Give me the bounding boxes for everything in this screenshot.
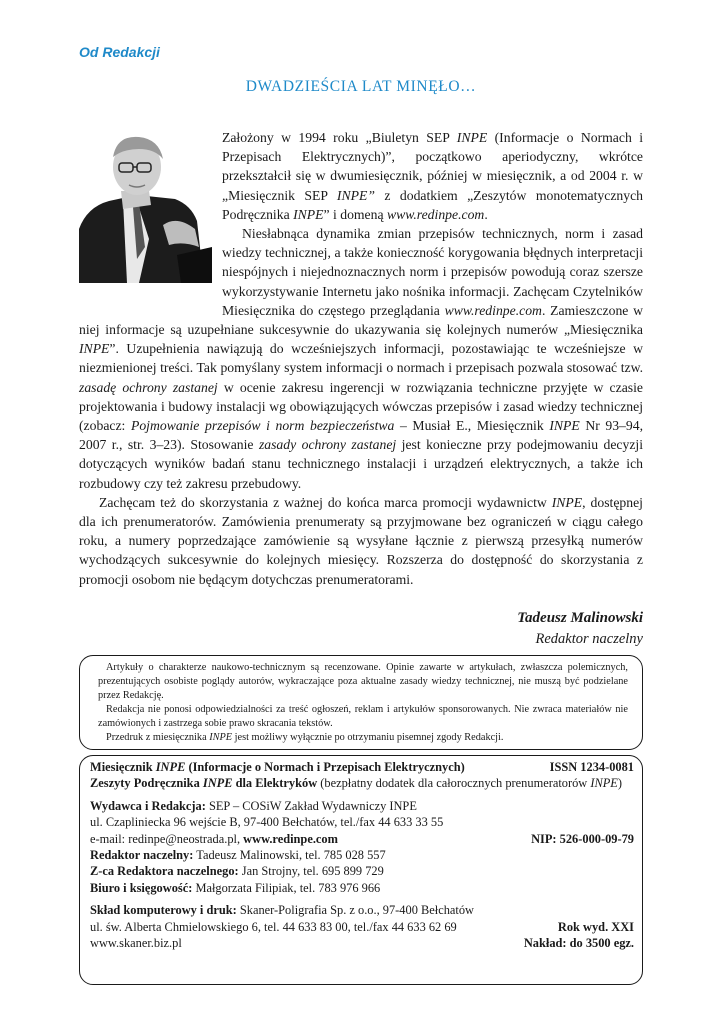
article-body bbox=[79, 128, 643, 589]
editorial-notice-box bbox=[79, 655, 643, 750]
notice-paragraph-3: Przedruk z miesięcznika INPE jest możliwy wyłącznie po otrzymaniu pisemnej zgody Redakcji. bbox=[106, 731, 504, 743]
section-label: Od Redakcji bbox=[79, 44, 160, 60]
circulation: Nakład: do 3500 egz. bbox=[523, 936, 634, 951]
article-paragraph-1: Założony w 1994 roku „Biuletyn SEP INPE (Informacje o Normach i Przepisach Elektrycznych)”, początkowo aperiodyczny, wkrótce przekształcił się w dwumiesięcznik, później w miesięcznik, a od 2004 r. w „Miesięcznik SEP INPE” z dodatkiem „Zeszytów monotematycznych Podręcznika INPE” i domeną www.redinpe.com. bbox=[222, 130, 644, 222]
imprint-printer-web-row bbox=[90, 935, 634, 951]
imprint-editor: Redaktor naczelny: Tadeusz Malinowski, tel. 785 028 557 bbox=[90, 848, 386, 863]
issn: ISSN 1234-0081 bbox=[549, 760, 634, 774]
imprint-address: ul. Czapliniecka 96 wejście B, 97-400 Bełchatów, tel./fax 44 633 33 55 bbox=[90, 815, 444, 830]
publication-year: Rok wyd. XXI bbox=[557, 919, 634, 934]
notice-paragraph-1: Artykuły o charakterze naukowo-technicznym są recenzowane. Opinie zawarte w artykułach, zwłaszcza polemicznych, prezentujących osobiste poglądy autorów, wykraczające poza aktualne zasady wiedzy technicznej, nie muszą być podzielane przez Redakcję. bbox=[98, 662, 628, 701]
imprint-deputy: Z-ca Redaktora naczelnego: Jan Strojny, tel. 695 899 729 bbox=[90, 864, 384, 879]
website-link[interactable]: www.redinpe.com bbox=[243, 831, 338, 846]
imprint-printer: Skład komputerowy i druk: Skaner-Poligrafia Sp. z o.o., 97-400 Bełchatów bbox=[90, 903, 474, 918]
imprint-title-row: Miesięcznik INPE (Informacje o Normach i Przepisach Elektrycznych) ISSN 1234-0081 bbox=[90, 760, 634, 774]
imprint-printer-address-row: ul. św. Alberta Chmielowskiego 6, tel. 44 633 83 00, tel./fax 44 633 62 69 Rok wyd. XXI bbox=[90, 919, 634, 934]
imprint-box bbox=[79, 755, 643, 985]
photo-wrap-space bbox=[79, 128, 222, 304]
printer-website[interactable]: www.skaner.biz.pl bbox=[90, 936, 182, 951]
article-headline: DWADZIEŚCIA LAT MINĘŁO… bbox=[245, 78, 477, 95]
nip: NIP: 526-000-09-79 bbox=[531, 831, 634, 846]
notice-paragraph-2: Redakcja nie ponosi odpowiedzialności za treść ogłoszeń, reklam i artykułów sponsorowanych. Nie zwraca materiałów nie zamówionych i zastrzega sobie prawo skracania tekstów. bbox=[98, 703, 628, 729]
imprint-office: Biuro i księgowość: Małgorzata Filipiak, tel. 783 976 966 bbox=[90, 880, 381, 895]
imprint-supplement-row: Zeszyty Podręcznika INPE dla Elektryków (bezpłatny dodatek dla całorocznych prenumeratorów INPE) bbox=[90, 776, 623, 791]
article-paragraph-2: Niesłabnąca dynamika zmian przepisów technicznych, norm i zasad wiedzy technicznej, a także konieczność korygowania błędnych interpretacji niespójnych i niejednoznacznych norm i przepisów powodują coraz szersze wykorzystywanie Internetu jako nośnika informacji. Zachęcam Czytelników Miesięcznika do częstego przeglądania www.redinpe.com. Zamieszczone w niej informacje są uzupełniane sukcesywnie do ukazywania się kolejnych numerów „Miesięcznika INPE”. Uzupełnienia nawiązują do wcześniejszych informacji, pozostawiając te wcześniejsze w niezmienionej treści. Tak pomyślany system informacji o normach i przepisach pozwala stosować tzw. zasadę ochrony zastanej w ocenie zakresu ingerencji w rozwiązania techniczne przyjęte w czasie projektowania i budowy instalacji wg obowiązujących wówczas przepisów i zasad wiedzy technicznej (zobacz: Pojmowanie przepisów i norm bezpieczeństwa – Musiał E., Miesięcznik INPE Nr 93–94, 2007 r., str. 3–23). Stosowanie zasady ochrony zastanej jest konieczne przy podejmowaniu decyzji dotyczących wyników badań stanu technicznego instalacji i urządzeń elektrycznych, a także ich rozbudowy czy też zakresu przebudowy. bbox=[79, 226, 644, 491]
imprint-publisher: Wydawca i Redakcja: SEP – COSiW Zakład Wydawniczy INPE bbox=[90, 798, 417, 813]
imprint-contact-row: e-mail: redinpe@neostrada.pl, www.redinpe.com NIP: 526-000-09-79 bbox=[90, 831, 634, 846]
signature-name: Tadeusz Malinowski bbox=[517, 610, 643, 626]
signature bbox=[517, 608, 643, 650]
signature-role: Redaktor naczelny bbox=[535, 631, 643, 647]
article-paragraph-3: Zachęcam też do skorzystania z ważnej do końca marca promocji wydawnictw INPE, dostępnej dla ich prenumeratorów. Zamówienia prenumeraty są przyjmowane bez ograniczeń w ciągu całego roku, a numery poprzedzające zamówienie są wysyłane łącznie z pierwszą przesyłką numerów wychodzących sukcesywnie do kolejnych miesięcy. Rozszerza do dostępność do skorzystania z promocji osobom nie będącym dotychczas prenumeratorami. bbox=[79, 494, 643, 587]
